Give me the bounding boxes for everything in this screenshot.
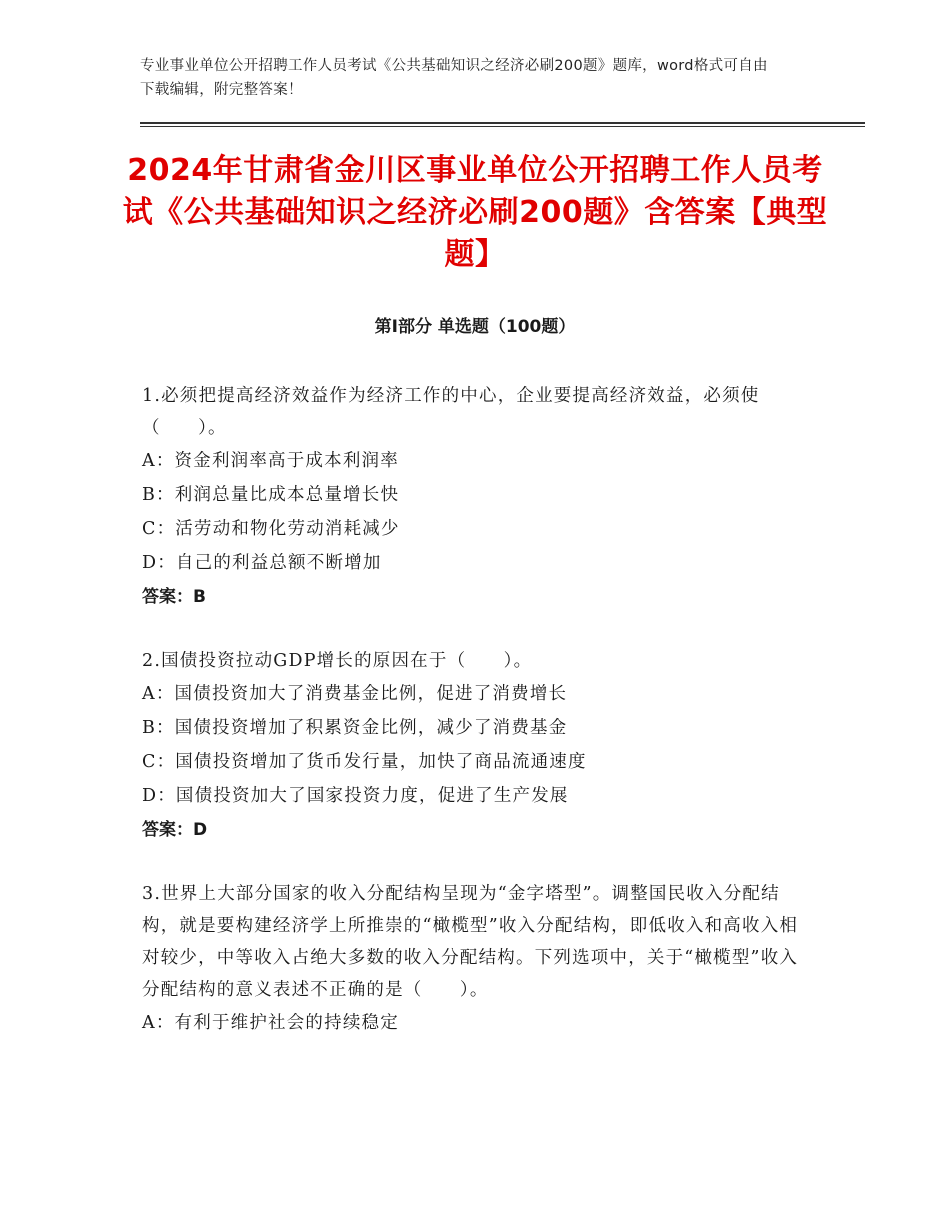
question-2	[142, 645, 804, 847]
header-note: 专业事业单位公开招聘工作人员考试《公共基础知识之经济必刷200题》题库，word格式可自由下载编辑，附完整答案！	[140, 58, 768, 98]
option-a: A：国债投资加大了消费基金比例，促进了消费增长	[142, 684, 568, 704]
answer-label: 答案：B	[142, 587, 206, 607]
option-b: B：利润总量比成本总量增长快	[142, 485, 400, 505]
option-c: C：活劳动和物化劳动消耗减少	[142, 519, 400, 539]
header-rule-thick	[140, 122, 865, 124]
option-c: C：国债投资增加了货币发行量，加快了商品流通速度	[142, 752, 587, 772]
option-a: A：有利于维护社会的持续稳定	[142, 1013, 399, 1033]
document-title: 2024年甘肃省金川区事业单位公开招聘工作人员考试《公共基础知识之经济必刷200题》含答案【典型题】	[122, 153, 828, 272]
option-b: B：国债投资增加了积累资金比例，减少了消费基金	[142, 718, 568, 738]
section-title: 第Ⅰ部分 单选题（100题）	[374, 317, 576, 337]
question-list	[142, 380, 804, 1071]
header-rule-thin	[140, 126, 865, 127]
question-stem: 1.必须把提高经济效益作为经济工作的中心，企业要提高经济效益，必须使（ ）。	[142, 386, 760, 438]
question-stem: 2.国债投资拉动GDP增长的原因在于（ ）。	[142, 651, 533, 671]
question-1	[142, 380, 804, 614]
option-a: A：资金利润率高于成本利润率	[142, 451, 399, 471]
option-d: D：自己的利益总额不断增加	[142, 553, 382, 573]
question-3	[142, 878, 804, 1040]
question-stem: 3.世界上大部分国家的收入分配结构呈现为“金字塔型”。调整国民收入分配结构，就是要构建经济学上所推崇的“橄榄型”收入分配结构，即低收入和高收入相对较少，中等收入占绝大多数的收入分配结构。下列选项中，关于“橄榄型”收入分配结构的意义表述不正确的是（ ）。	[142, 884, 799, 1000]
answer-label: 答案：D	[142, 820, 208, 840]
option-d: D：国债投资加大了国家投资力度，促进了生产发展	[142, 786, 569, 806]
